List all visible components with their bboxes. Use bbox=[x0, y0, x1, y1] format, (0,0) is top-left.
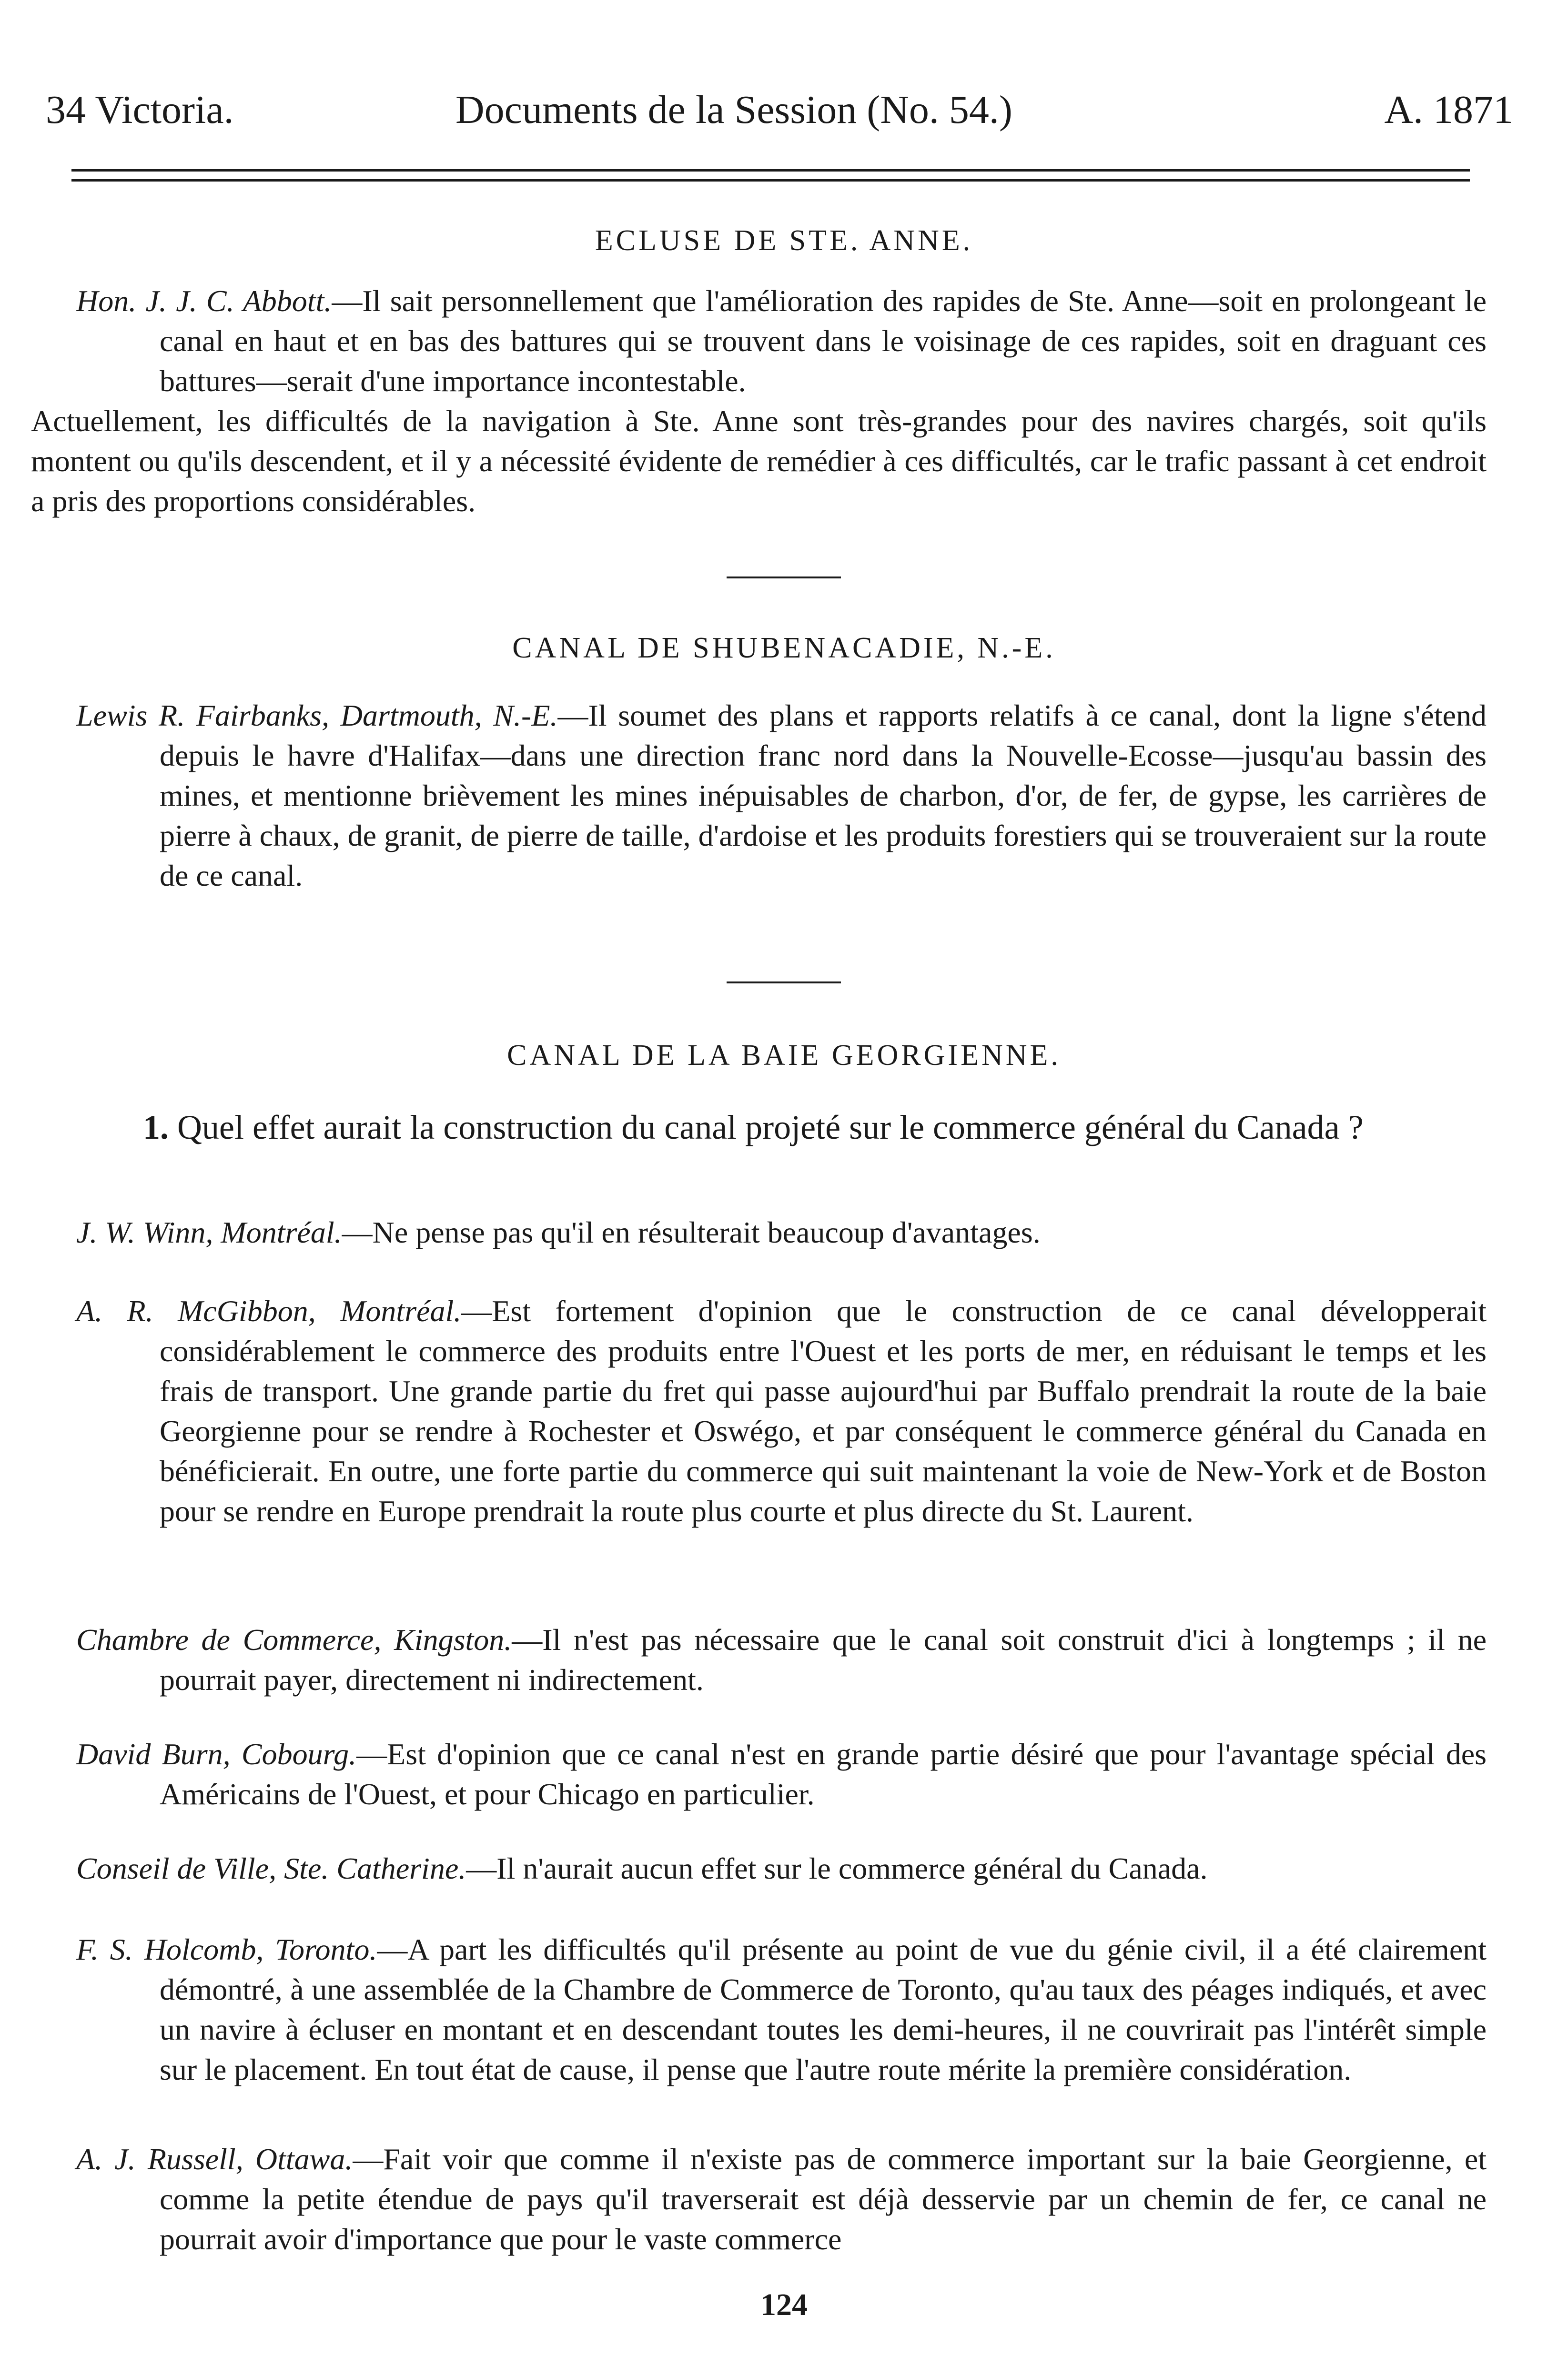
header-left: 34 Victoria. bbox=[46, 88, 234, 132]
entry-text: —Il sait personnellement que l'amélioration des rapides de Ste. Anne—soit en prolongeant le canal en haut et en bas des battures qui se trouvent dans le voisinage de ces rapides, soit en draguant ces battures—serait d'une importance incontestable. bbox=[160, 284, 1487, 398]
question-number: 1. bbox=[143, 1108, 169, 1146]
speaker: A. J. Russell, Ottawa. bbox=[76, 2142, 353, 2176]
section-title-ste-anne: ECLUSE DE STE. ANNE. bbox=[595, 224, 973, 257]
speaker: Hon. J. J. C. Abbott. bbox=[76, 284, 332, 318]
entry-text: —Il n'aurait aucun effet sur le commerce général du Canada. bbox=[466, 1851, 1208, 1885]
entry-text: —Est d'opinion que ce canal n'est en grande partie désiré que pour l'avantage spécial des Américains de l'Ouest, et pour Chicago en particulier. bbox=[160, 1737, 1487, 1811]
entry-chambre-kingston bbox=[76, 1620, 1487, 1700]
speaker: A. R. McGibbon, Montréal. bbox=[76, 1294, 462, 1328]
entry-conseil-ste-catherine bbox=[76, 1849, 1487, 1889]
entry-continuation: Actuellement, les difficultés de la navigation à Ste. Anne sont très-grandes pour des navires chargés, soit qu'ils montent ou qu'ils descendent, et il y a nécessité évidente de remédier à ces difficultés, car le trafic passant à cet endroit a pris des proportions considérables. bbox=[31, 404, 1487, 518]
entry-burn bbox=[76, 1734, 1487, 1814]
entry-abbott bbox=[31, 281, 1487, 521]
entry-fairbanks bbox=[76, 696, 1487, 896]
entry-text: —Ne pense pas qu'il en résulterait beaucoup d'avantages. bbox=[342, 1215, 1041, 1249]
section-divider bbox=[727, 577, 841, 578]
speaker: J. W. Winn, Montréal. bbox=[76, 1215, 342, 1249]
entry-holcomb bbox=[76, 1930, 1487, 2090]
speaker: David Burn, Cobourg. bbox=[76, 1737, 357, 1771]
entry-russell bbox=[76, 2139, 1487, 2259]
speaker: Chambre de Commerce, Kingston. bbox=[76, 1623, 512, 1657]
header-double-rule bbox=[71, 169, 1470, 182]
section-title-baie-georgienne: CANAL DE LA BAIE GEORGIENNE. bbox=[507, 1039, 1061, 1072]
entry-text: —Il n'est pas nécessaire que le canal soit construit d'ici à longtemps ; il ne pourrait payer, directement ni indirectement. bbox=[160, 1623, 1487, 1697]
header-right: A. 1871 bbox=[1384, 88, 1513, 132]
section-divider bbox=[727, 981, 841, 983]
entry-text: —A part les difficultés qu'il présente au point de vue du génie civil, il a été clairement démontré, à une assemblée de la Chambre de Commerce de Toronto, qu'au taux des péages indiqués, et avec un navire à écluser en montant et en descendant toutes les demi-heures, il ne couvrirait pas l'intérêt simple sur le placement. En tout état de cause, il pense que l'autre route mérite la première considération. bbox=[160, 1932, 1487, 2086]
entry-text: —Est fortement d'opinion que le construction de ce canal développerait considérablement le commerce des produits entre l'Ouest et les ports de mer, en réduisant le temps et les frais de transport. Une grande partie du fret qui passe aujourd'hui par Buffalo prendrait la route de la baie Georgienne pour se rendre à Rochester et Oswégo, et par conséquent le commerce général du Canada en bénéficierait. En outre, une forte partie du commerce qui suit maintenant la voie de New-York et de Boston pour se rendre en Europe prendrait la route plus courte et plus directe du St. Laurent. bbox=[160, 1294, 1487, 1528]
speaker: Conseil de Ville, Ste. Catherine. bbox=[76, 1851, 466, 1885]
page-number: 124 bbox=[760, 2287, 808, 2322]
running-header bbox=[46, 84, 1513, 136]
section-title-shubenacadie: CANAL DE SHUBENACADIE, N.-E. bbox=[512, 632, 1056, 664]
speaker: F. S. Holcomb, Toronto. bbox=[76, 1932, 377, 1966]
entry-winn bbox=[76, 1213, 1487, 1253]
question-1 bbox=[76, 1105, 1487, 1149]
entry-text: —Fait voir que comme il n'existe pas de commerce important sur la baie Georgienne, et comme la petite étendue de pays qu'il traverserait est déjà desservie par un chemin de fer, ce canal ne pourrait avoir d'importance que pour le vaste commerce bbox=[160, 2142, 1487, 2256]
speaker: Lewis R. Fairbanks, Dartmouth, N.-E. bbox=[76, 698, 558, 732]
header-center: Documents de la Session (No. 54.) bbox=[455, 88, 1012, 132]
entry-mcgibbon bbox=[76, 1291, 1487, 1531]
entry-text: —Il soumet des plans et rapports relatifs à ce canal, dont la ligne s'étend depuis le havre d'Halifax—dans une direction franc nord dans la Nouvelle-Ecosse—jusqu'au bassin des mines, et mentionne brièvement les mines inépuisables de charbon, d'or, de fer, de gypse, les carrières de pierre à chaux, de granit, de pierre de taille, d'ardoise et les produits forestiers qui se trouveraient sur la route de ce canal. bbox=[160, 698, 1487, 892]
question-text: Quel effet aurait la construction du canal projeté sur le commerce général du Canada ? bbox=[177, 1108, 1364, 1146]
